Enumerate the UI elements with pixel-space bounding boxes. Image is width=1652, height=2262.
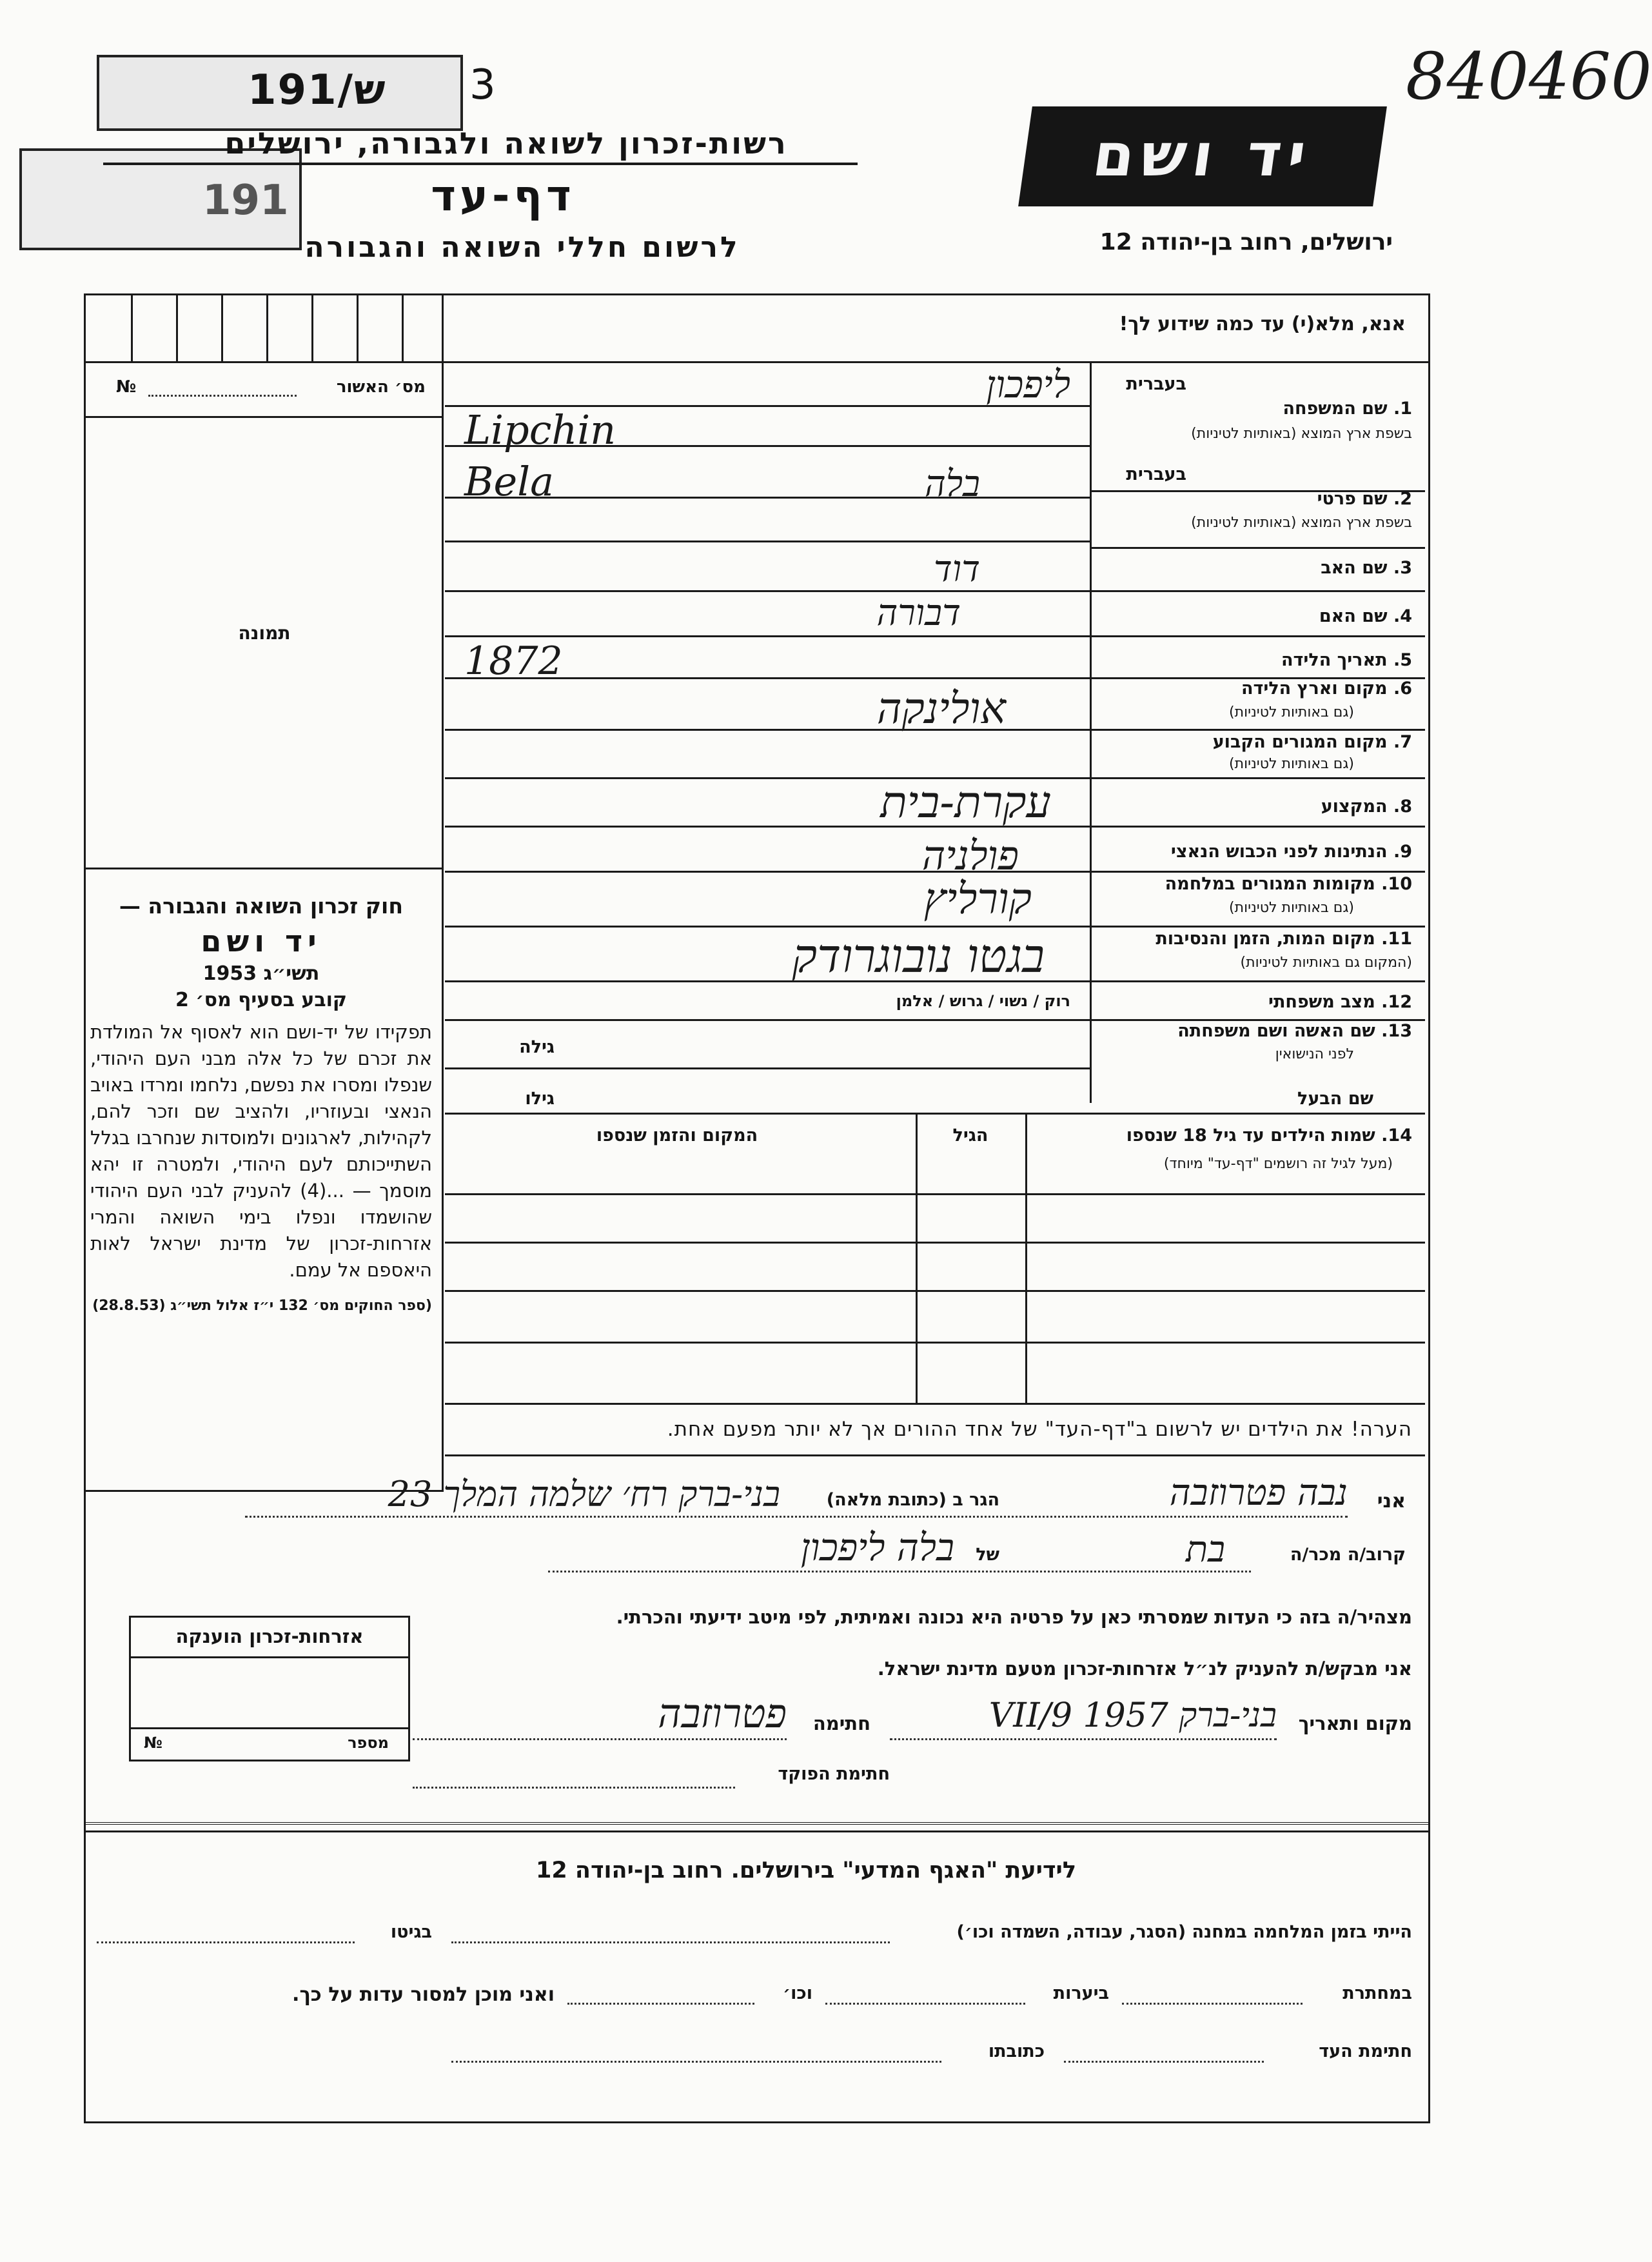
footer-line2-c: וכו׳ — [783, 1983, 812, 2003]
header-address: ירושלים, רחוב בן-יהודה 12 — [1099, 229, 1393, 255]
approval-number-line[interactable] — [148, 395, 297, 397]
form-title: דף-עד — [431, 171, 575, 221]
footer-line2-a: במחתרת — [1342, 1983, 1412, 2003]
children-row-line — [445, 1342, 1425, 1344]
code-box-divider — [131, 295, 133, 361]
left-column-divider — [442, 293, 444, 1490]
field-3-label: 3. שם האב — [1321, 558, 1412, 578]
code-box-divider — [266, 295, 268, 361]
instruction-divider — [84, 361, 1428, 363]
resides-label: הגר ב (כתובת מלאה) — [826, 1490, 999, 1510]
field-7-sub: (גם באותיות לטיניות) — [1229, 756, 1354, 772]
row-line — [445, 1113, 1425, 1115]
citizenship-title: אזרחות-זכרון הוענקה — [175, 1625, 364, 1647]
field-1-label: 1. שם המשפחה — [1283, 399, 1412, 419]
field-9-value[interactable]: פולניה — [921, 832, 1019, 879]
children-age-header: הגיל — [952, 1126, 988, 1146]
row-line — [445, 635, 1425, 637]
field-8-label: 8. המקצוע — [1321, 797, 1412, 817]
header-underline — [103, 163, 858, 165]
field-6-label: 6. מקום וארץ הלידה — [1241, 679, 1412, 699]
footer-title: לידיעת "האגף המדעי" בירושלים. רחוב בן-יהודה 12 — [536, 1858, 1076, 1883]
row-line — [1090, 547, 1425, 549]
husband-age-label: גילו — [525, 1089, 555, 1109]
law-title-2: יד ושם — [201, 924, 322, 958]
footer-line2-fill-2[interactable] — [825, 2003, 1025, 2005]
code-box-divider — [402, 295, 404, 361]
children-place-header: המקום והזמן שנספו — [596, 1126, 758, 1146]
submitter-name[interactable]: נבה פטרוזבה — [1169, 1472, 1348, 1514]
code-box-divider — [357, 295, 359, 361]
children-note: הערה! את הילדים יש לרשום ב"דף-העד" של אחד ההורים אך לא יותר מפעם אחת. — [667, 1418, 1412, 1441]
footer-line3-fill-1[interactable] — [1064, 2061, 1264, 2063]
footer-line1-fill-2[interactable] — [97, 1941, 355, 1943]
field-2-hebrew-value[interactable]: בלה — [925, 463, 980, 505]
citizenship-box — [129, 1616, 410, 1761]
children-col-divider — [916, 1113, 918, 1403]
law-box — [90, 893, 432, 1316]
place-date-value[interactable]: בני-ברק 1957 9/VII — [988, 1696, 1277, 1735]
children-row-line — [445, 1193, 1425, 1195]
field-1-latin-value[interactable]: Lipchin — [464, 406, 616, 453]
footer-line2-fill-1[interactable] — [1122, 2003, 1303, 2005]
field-5-label: 5. תאריך הלידה — [1281, 650, 1412, 670]
address-value[interactable]: בני-ברק רח׳ שלמה המלך 23 — [388, 1474, 780, 1514]
code-box-divider — [176, 295, 178, 361]
law-year: תשי״ג 1953 — [202, 962, 320, 985]
field-7-label: 7. מקום המגורים הקבוע — [1212, 732, 1412, 752]
citizenship-number-label: מספר — [348, 1734, 389, 1752]
field-6-value[interactable]: אולינקה — [876, 684, 1006, 733]
code-box-divider — [221, 295, 223, 361]
top-stamp-text: 191/ש — [248, 66, 387, 114]
citizenship-title-line — [131, 1656, 408, 1658]
note-divider — [445, 1454, 1425, 1456]
citizenship-number-symbol: № — [144, 1734, 162, 1752]
field-11-sub: (המקום גם באותיות לטיניות) — [1240, 955, 1412, 971]
field-10-label: 10. מקומות המגורים במלחמה — [1165, 874, 1412, 894]
wife-age-label: גילה — [519, 1037, 555, 1057]
declaration-line-2 — [548, 1571, 1251, 1572]
field-2-label: 2. שם פרטי — [1317, 489, 1412, 509]
left-stamp-text: 191 — [202, 177, 289, 224]
citizenship-number-line — [131, 1727, 408, 1729]
instruction-text: אנא, מלא(י) עד כמה שידוע לך! — [1119, 313, 1406, 335]
handwritten-number: 840460 — [1406, 39, 1652, 114]
of-label: של — [976, 1545, 999, 1565]
footer-line1-a: הייתי בזמן המלחמה במחנה (הסגר, עבודה, השמדה וכו׳) — [956, 1922, 1412, 1942]
declare-text: מצהיר/ה בזה כי העדות שמסרתי כאן על פרטיה היא נכונה ואמיתית, לפי מיטב ידיעתי והכרתי. — [616, 1606, 1412, 1628]
field-10-sub: (גם באותיות לטיניות) — [1229, 900, 1354, 916]
lang-hebrew-2: בעברית — [1126, 464, 1186, 484]
relation-label: קרוב/ה מכר/ה — [1290, 1545, 1406, 1565]
yad-vashem-logo — [1018, 106, 1387, 206]
field-9-label: 9. הנתינות לפני הכבוש הנאצי — [1170, 842, 1412, 862]
place-date-label: מקום ותאריך — [1298, 1712, 1412, 1734]
declaration-ani: אני — [1377, 1490, 1406, 1513]
top-stamp-digit: 3 — [469, 61, 496, 109]
field-5-value[interactable]: 1872 — [464, 639, 563, 684]
field-6-sub: (גם באותיות לטיניות) — [1229, 704, 1354, 720]
field-10-value[interactable]: קורליץ — [923, 874, 1032, 924]
law-body: תפקידו של יד-ושם הוא לאסוף אל המולדת את זכרם של כל אלה מבני העם היהודי, שנפלו ומסרו את נפשם, נלחמו ומרדו באויב הנאצי ובעוזריו, ולהציב שם וזכר להם, לקהילות, לארגונים ולמוסדות שנחרבו בגלל השתייכותם לעם היהודי, ולמטרה זו יהא מוסמך — ...(4) להעניק לבני העם היהודי שהושמדו ונפלו בימי השואה והמרי אזרחות-זכרון של מדינת ישראל לאות היאספם אל עמם. — [90, 1021, 432, 1281]
code-boxes — [86, 295, 442, 361]
field-1-sub: בשפת ארץ המוצא (באותיות לטיניות) — [1191, 426, 1412, 442]
of-value[interactable]: בלה ליפכון — [800, 1525, 954, 1569]
marital-status-options[interactable]: רוק / נשוי / גרוש / אלמן — [896, 992, 1070, 1010]
footer-line2-d: ואני מוכן למסור עדות על כך. — [292, 1983, 555, 2006]
signature-label: חתימה — [812, 1712, 870, 1734]
field-8-value[interactable]: עקרת-בית — [880, 777, 1051, 828]
place-date-line — [890, 1738, 1277, 1740]
code-box-divider — [311, 295, 313, 361]
row-line — [445, 1067, 1090, 1069]
field-13-label: 13. שם האשה ושם משפחתה — [1177, 1021, 1412, 1041]
field-2-sub: בשפת ארץ המוצא (באותיות לטיניות) — [1191, 515, 1412, 531]
field-11-value[interactable]: בגטו נובוגרודק — [792, 929, 1045, 983]
children-col-divider — [1025, 1113, 1027, 1403]
form-subtitle: לרשום חללי השואה והגבורה — [304, 231, 740, 264]
photo-label: תמונה — [238, 622, 291, 644]
husband-label: שם הבעל — [1297, 1089, 1373, 1109]
row-line — [445, 541, 1090, 542]
law-ref: (ספר החוקים מס׳ 132 י״ז אלול תשי״ג (28.8.53) — [92, 1298, 432, 1314]
footer-line2-b: ביערות — [1053, 1983, 1109, 2003]
photo-divider — [84, 868, 444, 869]
field-4-label: 4. שם האם — [1319, 606, 1412, 626]
approval-divider — [84, 416, 444, 418]
logo-text: יד ושם — [1088, 121, 1317, 190]
approval-number-symbol: № — [116, 377, 137, 397]
children-row-line — [445, 1242, 1425, 1244]
signature-value[interactable]: פטרוזבה — [658, 1690, 787, 1737]
top-stamp — [97, 55, 463, 131]
signature-line — [413, 1738, 787, 1740]
label-column-divider — [1090, 361, 1092, 1103]
field-13-sub: לפני הנישואין — [1275, 1046, 1354, 1062]
footer-line3-b: כתובתו — [988, 2041, 1045, 2061]
footer-line3-fill-2[interactable] — [451, 2061, 941, 2063]
footer-line1-b: בגיטו — [390, 1922, 432, 1942]
section-divider — [84, 926, 1428, 928]
lang-hebrew-1: בעברית — [1126, 374, 1186, 394]
declaration-line-1 — [245, 1516, 1348, 1518]
official-label: חתימת הפוקד — [778, 1764, 890, 1784]
footer-line3-a: חתימת העד — [1319, 2041, 1412, 2061]
official-signature-line[interactable] — [413, 1787, 735, 1789]
children-row-line — [445, 1403, 1425, 1405]
field-11-label: 11. מקום המות, הזמן והנסיבות — [1155, 929, 1412, 949]
footer-line2-fill-3[interactable] — [567, 2003, 754, 2005]
footer-line1-fill[interactable] — [451, 1941, 890, 1943]
law-clause: קובע בסעיף מס׳ 2 — [175, 989, 348, 1011]
field-2-latin-value[interactable]: Bela — [464, 458, 555, 505]
field-14-sub: (מעל לגיל זה רושמים "דף-עד" מיוחד) — [1163, 1156, 1393, 1172]
relation-value[interactable]: בת — [1185, 1529, 1225, 1571]
field-3-value[interactable]: דוד — [933, 548, 980, 590]
approval-label: מס׳ האשור — [336, 377, 426, 397]
children-row-line — [445, 1290, 1425, 1292]
field-12-label: 12. מצב משפחתי — [1268, 992, 1412, 1012]
field-1-hebrew-value[interactable]: ליפכון — [986, 362, 1070, 406]
law-title-1: חוק זכרון השואה והגבורה — — [119, 893, 404, 918]
authority-line: רשות-זכרון לשואה ולגבורה, ירושלים — [224, 126, 788, 161]
request-text: אני מבקש/ת להעניק לנ״ל אזרחות-זכרון מטעם מדינת ישראל. — [877, 1658, 1412, 1680]
field-14-label: 14. שמות הילדים עד גיל 18 שנספו — [1126, 1126, 1412, 1146]
field-4-value[interactable]: דבורה — [876, 592, 961, 634]
